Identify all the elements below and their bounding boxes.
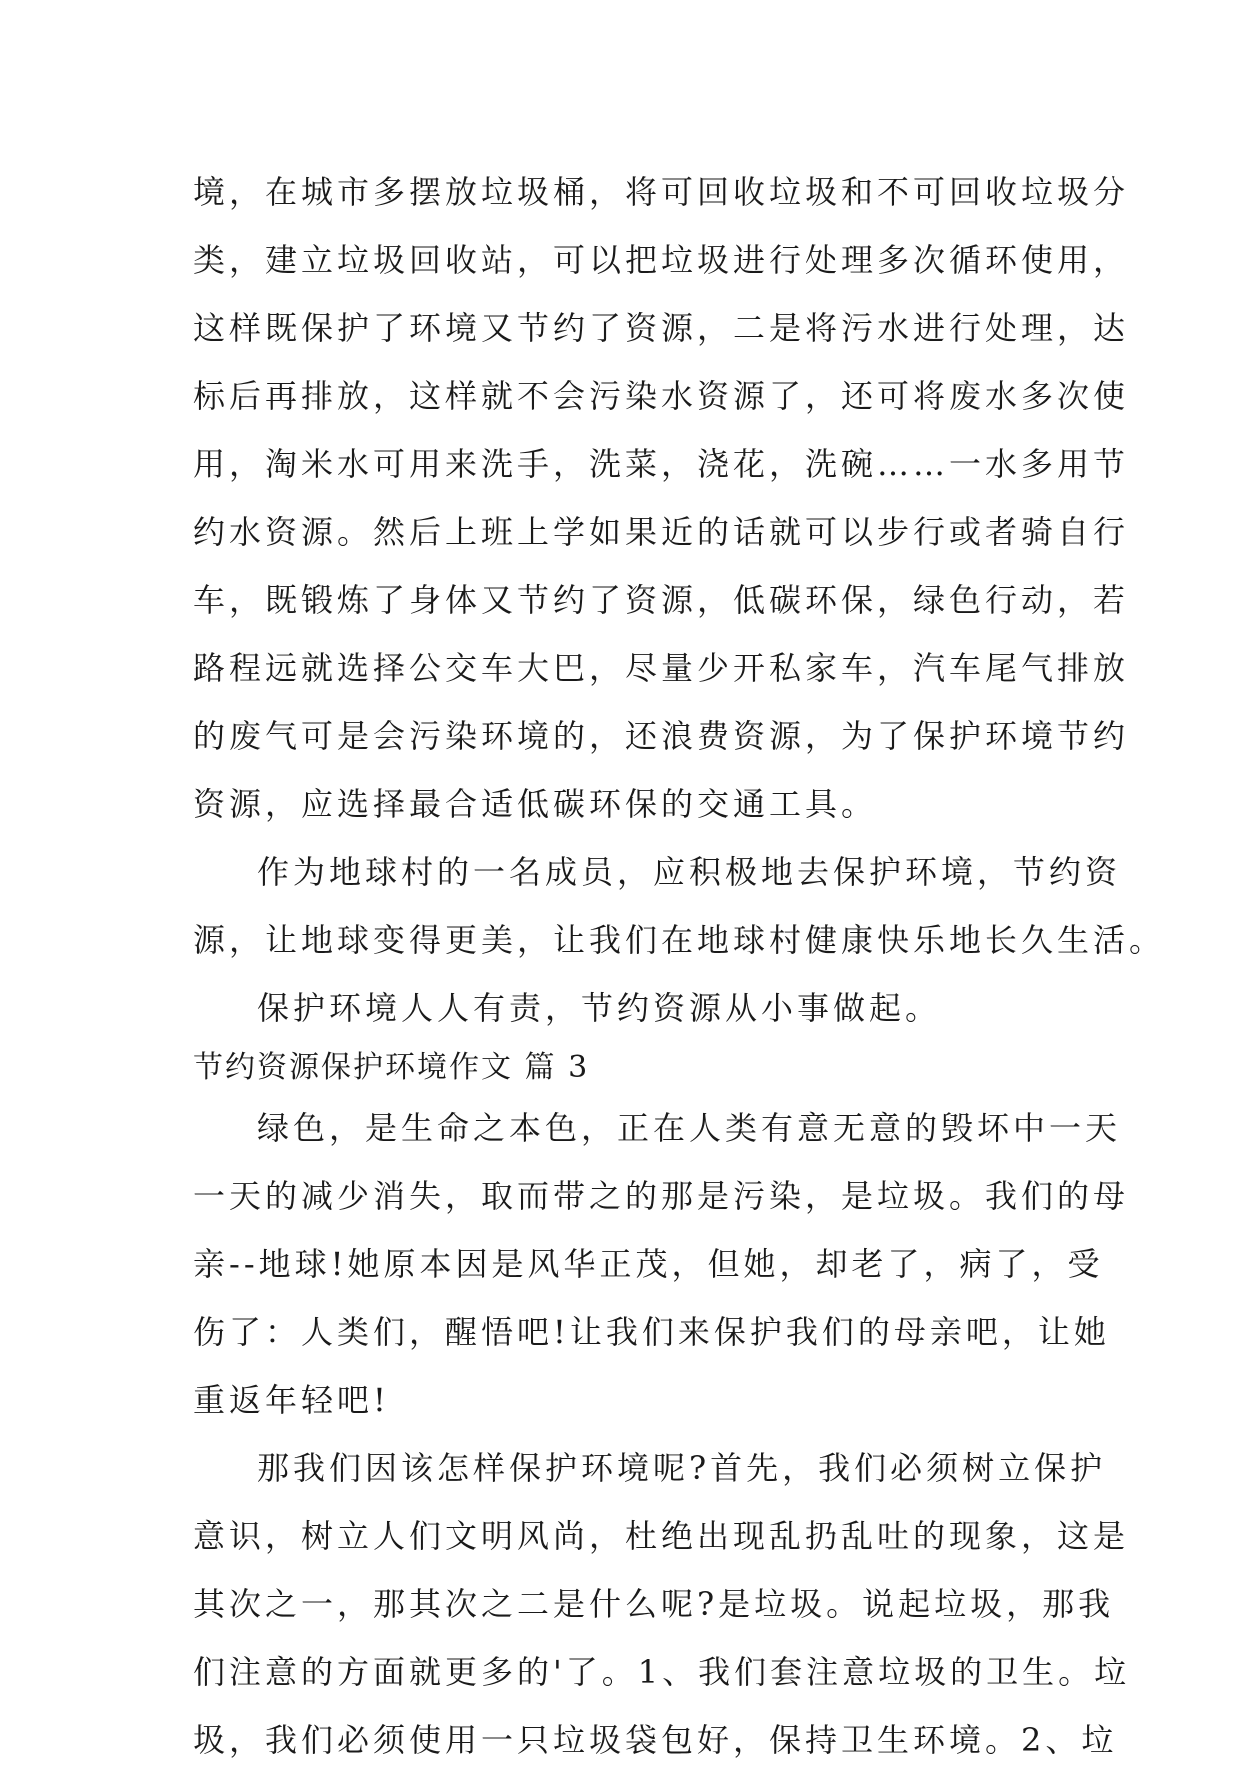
paragraph-start-line: 那我们因该怎样保护环境呢?首先，我们必须树立保护 [257,1449,1107,1487]
text-line: 类，建立垃圾回收站，可以把垃圾进行处理多次循环使用， [193,241,1130,279]
paragraph-start-line: 作为地球村的一名成员，应积极地去保护环境，节约资 [257,853,1122,891]
text-line: 约水资源。然后上班上学如果近的话就可以步行或者骑自行 [193,513,1130,551]
text-line: 这样既保护了环境又节约了资源，二是将污水进行处理，达 [193,309,1130,347]
text-line: 亲--地球!她原本因是风华正茂，但她，却老了，病了，受 [193,1245,1104,1283]
text-line: 车，既锻炼了身体又节约了资源，低碳环保，绿色行动，若 [193,581,1130,619]
paragraph-start-line: 绿色，是生命之本色，正在人类有意无意的毁坏中一天 [257,1109,1122,1147]
text-line: 标后再排放，这样就不会污染水资源了，还可将废水多次使 [193,377,1130,415]
text-line: 路程远就选择公交车大巴，尽量少开私家车，汽车尾气排放 [193,649,1130,687]
text-line: 伤了：人类们，醒悟吧!让我们来保护我们的母亲吧，让她 [193,1313,1110,1351]
text-line: 们注意的方面就更多的'了。1、我们套注意垃圾的卫生。垃 [193,1653,1131,1691]
text-line: 其次之一，那其次之二是什么呢?是垃圾。说起垃圾，那我 [193,1585,1115,1623]
text-line: 重返年轻吧! [193,1381,390,1419]
paragraph-start-line: 保护环境人人有责，节约资源从小事做起。 [257,989,942,1027]
text-line: 资源，应选择最合适低碳环保的交通工具。 [193,785,878,823]
text-line: 意识，树立人们文明风尚，杜绝出现乱扔乱吐的现象，这是 [193,1517,1130,1555]
text-line: 源，让地球变得更美，让我们在地球村健康快乐地长久生活。 [193,921,1166,959]
text-line: 一天的减少消失，取而带之的那是污染，是垃圾。我们的母 [193,1177,1130,1215]
text-line: 的废气可是会污染环境的，还浪费资源，为了保护环境节约 [193,717,1130,755]
section-heading: 节约资源保护环境作文 篇 3 [193,1050,590,1085]
text-line: 用，淘米水可用来洗手，洗菜，浇花，洗碗……一水多用节 [193,445,1130,483]
text-line: 圾，我们必须使用一只垃圾袋包好，保持卫生环境。2、垃 [193,1721,1118,1759]
document-body [193,158,1166,1774]
text-line: 境，在城市多摆放垃圾桶，将可回收垃圾和不可回收垃圾分 [193,173,1130,211]
